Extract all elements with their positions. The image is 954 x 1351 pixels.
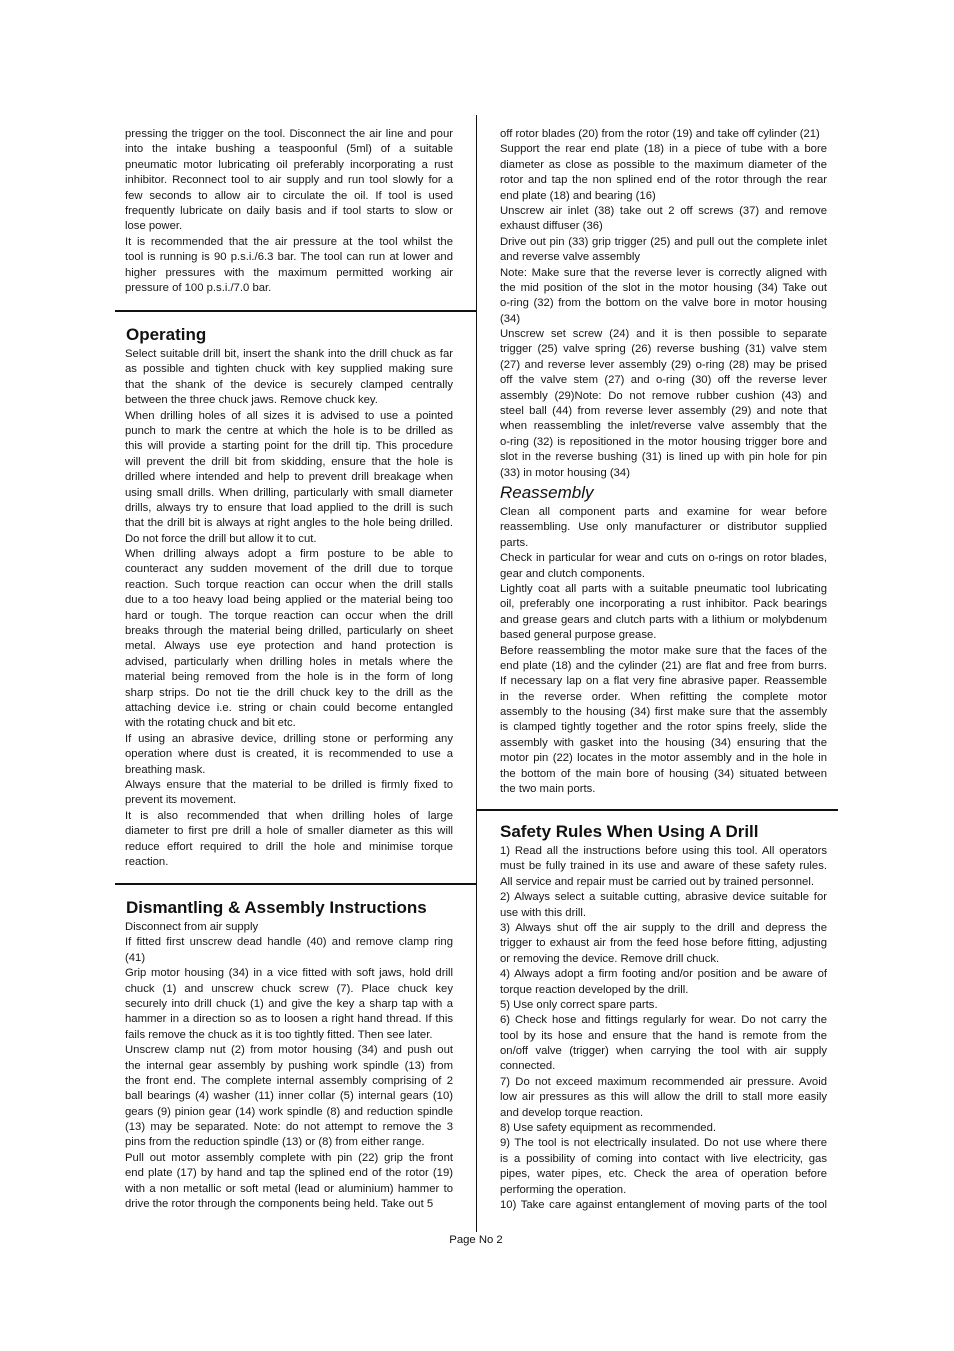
text-line: hammer in a direction so as to loosen a right hand thread. If this [125, 1013, 453, 1026]
text-line: If fitted first unscrew dead handle (40) and remove clamp ring [125, 936, 453, 949]
text-line: Grip motor housing (34) in a vice fitted with soft jaws, hold drill [125, 967, 453, 980]
text-line: is a possibility of coming into contact with live electricity, gas [500, 1152, 827, 1165]
text-line: (13) may be separated. Note: do not attempt to remove the 3 [125, 1121, 453, 1134]
text-line: gears (9) pinion gear (14) work spindle (8) and reduction spindle [125, 1105, 453, 1118]
text-line: the front end. The complete internal assembly comprising of 2 [125, 1074, 453, 1087]
text-line: off rotor blades (20) from the rotor (19) and take off cylinder (21) [500, 128, 820, 140]
text-line: and grease gears and clutch parts with a lithium or molybdenum [500, 613, 827, 626]
text-line: If necessary lap on a flat very fine abrasive paper. Reassemble [500, 675, 827, 688]
text-line: pipes, water pipes, etc. Check the area of operation before [500, 1168, 827, 1181]
text-line: pneumatic motor lubricating oil preferably incorporating a rust [125, 158, 453, 171]
text-line: few seconds to allow air to circulate the oil. If tool is used [125, 189, 453, 202]
text-line: assembly to the housing (34) first make sure that the assembly [500, 706, 827, 719]
text-line: Check in particular for wear and cuts on o-rings on rotor blades, [500, 552, 827, 565]
text-line: trigger to exhaust air from the feed hose before fitting, adjusting [500, 937, 827, 950]
text-line: Always ensure that the material to be drilled is firmly fixed to [125, 778, 453, 791]
text-line: When drilling always adopt a firm posture to be able to [125, 548, 453, 561]
text-line: pins from the reduction spindle (13) or (8) from either range. [125, 1136, 425, 1149]
paragraph [500, 582, 827, 644]
text-line: sharp strips. Do not tie the drill chuck key to the drill as the [125, 686, 453, 699]
operating-section [125, 347, 453, 870]
dismantling-section [125, 920, 453, 1212]
text-line: counteract any sudden movement of the drill due to torque [125, 563, 453, 576]
text-line: fails remove the chuck as it is too tightly fitted. Then see later. [125, 1028, 433, 1041]
text-line: material being removed from the hole is in the form of long [125, 671, 453, 684]
text-line: breaks through the material being drilled, particularly on sheet [125, 625, 453, 638]
text-line: Select suitable drill bit, insert the shank into the drill chuck as far [125, 348, 453, 360]
text-line: reduce effort required to drill the hole and minimise torque [125, 840, 453, 853]
safety-rule-item [500, 890, 827, 921]
text-line: must be fully trained in its use and aware of these safety rules. [500, 860, 827, 873]
text-line: motor pin (22) locates in the motor assembly and in the hole in [500, 752, 827, 765]
paragraph [125, 1151, 453, 1213]
text-line: drive the rotor through the components being held. Take out 5 [125, 1198, 434, 1211]
text-line: due to a too heavy load being applied or the material being too [125, 594, 453, 607]
text-line: that the shank of the device is securely clamped centrally [125, 378, 453, 391]
text-line: steel ball (44) from reverse lever assembly (29) and note that [500, 405, 827, 418]
dismantling-heading: Dismantling & Assembly Instructions [126, 898, 427, 917]
text-line: and develop torque reaction. [500, 1106, 644, 1119]
page-number: Page No 2 [449, 1234, 503, 1246]
safety-rule-item [500, 844, 827, 890]
text-line: inhibitor. Reconnect tool to air supply and run tool slowly for a [125, 174, 453, 187]
text-line: Unscrew clamp nut (2) from motor housing (34) and push out [125, 1044, 453, 1057]
text-line: Pull out motor assembly complete with pin (22) grip the front [125, 1151, 453, 1164]
text-line: when reassembling the inlet/reverse valve assembly that the [500, 420, 827, 433]
safety-rules-heading: Safety Rules When Using A Drill [500, 822, 759, 841]
text-line: performing the operation. [500, 1183, 627, 1196]
text-line: oil, preferably one incorporating a rust inhibitor. Pack bearings [500, 598, 827, 611]
text-line: or removing the device. Remove drill chuck. [500, 952, 720, 965]
text-line: drilled where intended and help to prevent drill breakage when [125, 471, 453, 484]
text-line: will prevent the drill bit from skidding, ensure that the hole is [125, 455, 453, 468]
paragraph [500, 142, 827, 204]
text-line: punch to mark the centre at which the hole is to be drilled as [125, 424, 453, 437]
paragraph [125, 920, 453, 935]
text-line: 3) Always shut off the air supply to the drill and depress the [500, 921, 827, 934]
paragraph [500, 644, 827, 798]
text-line: Unscrew air inlet (38) take out 2 off screws (37) and remove [500, 204, 827, 217]
text-line: the mid position of the slot in the motor housing (34) Take out [500, 281, 827, 294]
paragraph [125, 409, 453, 548]
text-line: trigger (25) valve spring (26) reverse bushing (31) valve stem [500, 343, 827, 356]
text-line: tool is running is 90 p.s.i./6.3 bar. The tool can run at lower and [125, 251, 453, 264]
safety-rule-item [500, 921, 827, 967]
text-line: that the drill bit is always at right angles to the hole being drilled. [125, 517, 453, 530]
text-line: (34) [500, 312, 521, 325]
safety-rules-list [500, 844, 827, 1213]
text-line: Do not force the drill but allow it to cut. [125, 532, 317, 545]
text-line: the bottom of the main bore of housing (34) situated between [500, 767, 827, 780]
safety-rule-item [500, 1136, 827, 1198]
safety-rule-item [500, 998, 827, 1013]
text-line: 8) Use safety equipment as recommended. [500, 1122, 717, 1135]
text-line: lose power. [125, 220, 183, 233]
reassembly-section [500, 505, 827, 797]
paragraph [125, 778, 453, 809]
text-line: 6) Check hose and fittings regularly for wear. Do not carry the [500, 1014, 827, 1027]
text-line: the internal gear assembly by pushing work spindle (13) from [125, 1059, 453, 1072]
lubrication-section [125, 127, 453, 296]
text-line: assembly (29)Note: Do not remove rubber cushion (43) and [500, 389, 827, 402]
text-line: between the three chuck jaws. Remove chuck key. [125, 394, 378, 407]
column-divider [476, 115, 478, 1232]
paragraph [500, 505, 827, 551]
text-line: breathing mask. [125, 763, 206, 776]
text-line: exhaust diffuser (36) [500, 220, 603, 233]
text-line: (41) [125, 951, 146, 964]
text-line: the two main ports. [500, 783, 596, 796]
paragraph [500, 551, 827, 582]
text-line: reaction. Such torque reaction can occur when the drill stalls [125, 578, 453, 591]
text-line: slot in the reverse bushing (31) is lined up with pin hole for pin [500, 451, 827, 464]
section-divider [115, 310, 476, 312]
paragraph [125, 1043, 453, 1151]
paragraph [500, 327, 827, 481]
text-line: reaction. [125, 855, 169, 868]
paragraph [125, 235, 453, 297]
text-line: parts. [500, 536, 529, 549]
text-line: 2) Always select a suitable cutting, abrasive device suitable for [500, 891, 827, 904]
text-line: reassembling. Use only manufacturer or distributor supplied [500, 521, 827, 534]
text-line: is clamped tightly together and the rotor spins freely, slide the [500, 721, 827, 734]
safety-rule-item [500, 967, 827, 998]
text-line: o-ring (32) is repositioned in the motor housing trigger bore and [500, 435, 827, 448]
text-line: Lightly coat all parts with a suitable pneumatic tool lubricating [500, 582, 827, 595]
text-line: drills, always try to ensure that load applied to the drill is such [125, 501, 453, 514]
text-line: 4) Always adopt a firm footing and/or position and be aware of [500, 968, 827, 981]
text-line: securely into drill chuck (1) and give the key a sharp tap with a [125, 997, 453, 1010]
text-line: based general purpose grease. [500, 629, 657, 642]
paragraph [500, 204, 827, 235]
safety-rule-item [500, 1075, 827, 1121]
text-line: (33) in motor housing (34) [500, 466, 630, 479]
text-line: Unscrew set screw (24) and it is then possible to separate [500, 328, 827, 341]
text-line: off the valve stem (27) and o-ring (30) off the reverse lever [500, 374, 827, 387]
text-line: higher pressures with the maximum permitted working air [125, 266, 453, 279]
text-line: chuck (1) and unscrew chuck screw (7). Place chuck key [125, 982, 453, 995]
paragraph [125, 966, 453, 1043]
text-line: Disconnect from air supply [125, 921, 259, 933]
text-line: diameter as close as possible to the maximum diameter of the [500, 158, 827, 171]
paragraph [500, 266, 827, 328]
text-line: torque reaction developed by the drill. [500, 983, 689, 996]
text-line: gear and clutch components. [500, 567, 646, 580]
text-line: this will provide a starting point for the drill tip. This procedure [125, 440, 453, 453]
paragraph [125, 347, 453, 409]
safety-rule-item [500, 1013, 827, 1075]
safety-rule-item [500, 1198, 827, 1213]
text-line: into the intake bushing a teaspoonful (5ml) of a suitable [125, 143, 453, 156]
text-line: It is recommended that the air pressure at the tool whilst the [125, 235, 453, 248]
text-line: use with this drill. [500, 906, 587, 919]
text-line: o-ring (32) from the bottom on the valve bore in motor housing [500, 297, 827, 310]
dismantling-continued-section [500, 127, 827, 481]
text-line: tool by its hose and ensure that the hand is remote from the [500, 1029, 827, 1042]
text-line: end plate (18) and bearing (16) [500, 189, 656, 202]
text-line: pressing the trigger on the tool. Disconnect the air line and pour [125, 128, 453, 140]
reassembly-heading: Reassembly [500, 483, 594, 502]
paragraph [125, 732, 453, 778]
text-line: diameter to first pre drill a hole of smaller diameter as this will [125, 825, 453, 838]
text-line: with the rotating chuck and bit etc. [125, 717, 296, 730]
paragraph [125, 547, 453, 732]
text-line: in the reverse order. When refitting the complete motor [500, 690, 827, 703]
text-line: frequently lubricate on daily basis and if tool starts to slow or [125, 204, 453, 217]
text-line: end plate (18) and the cylinder (21) are flat and free from burrs. [500, 659, 827, 672]
text-line: 5) Use only correct spare parts. [500, 998, 658, 1011]
text-line: Support the rear end plate (18) in a piece of tube with a bore [500, 143, 827, 156]
text-line: 10) Take care against entanglement of moving parts of the tool [500, 1198, 827, 1211]
section-divider [476, 809, 838, 811]
paragraph [500, 235, 827, 266]
text-line: and reverse valve assembly [500, 251, 641, 264]
paragraph [125, 935, 453, 966]
text-line: All service and repair must be carried out by trained personnel. [500, 875, 814, 888]
text-line: on/off valve (trigger) when carrying the tool with air supply [500, 1045, 827, 1058]
paragraph [125, 127, 453, 235]
text-line: If using an abrasive device, drilling stone or performing any [125, 732, 453, 745]
text-line: low air pressures as this will allow the drill to stall more easily [500, 1091, 827, 1104]
operating-heading: Operating [126, 325, 207, 344]
text-line: It is also recommended that when drilling holes of large [125, 809, 453, 822]
text-line: 1) Read all the instructions before using this tool. All operators [500, 845, 827, 857]
safety-rule-item [500, 1121, 827, 1136]
text-line: prevent its movement. [125, 794, 237, 807]
paragraph [500, 127, 827, 142]
text-line: 7) Do not exceed maximum recommended air pressure. Avoid [500, 1075, 827, 1088]
text-line: operation where dust is created, it is recommended to use a [125, 748, 453, 761]
text-line: (27) and reverse lever assembly (29) o-ring (28) may be prised [500, 358, 827, 371]
section-divider [115, 883, 476, 885]
text-line: end plate (17) by hand and tap the splined end of the rotor (19) [125, 1167, 453, 1180]
text-line: ball bearings (4) washer (11) inner collar (5) internal gears (10) [125, 1090, 453, 1103]
text-line: with a non metallic or soft metal (lead or aluminium) hammer to [125, 1182, 453, 1195]
text-line: Clean all component parts and examine for wear before [500, 506, 827, 518]
text-line: Drive out pin (33) grip trigger (25) and pull out the complete inlet [500, 235, 827, 248]
text-line: metal. Always use eye protection and hand protection is [125, 640, 453, 653]
text-line: Note: Make sure that the reverse lever is correctly aligned with [500, 266, 827, 279]
text-line: pressure of 100 p.s.i./7.0 bar. [125, 281, 272, 294]
text-line: 9) The tool is not electrically insulated. Do not use where there [500, 1137, 827, 1150]
text-line: When drilling holes of all sizes it is advised to use a pointed [125, 409, 453, 422]
text-line: advised, particularly when drilling holes in metals where the [125, 655, 453, 668]
text-line: assembly with gasket into the housing (34) ensuring that the [500, 736, 827, 749]
text-line: hard or tough. The torque reaction can occur when the drill [125, 609, 453, 622]
text-line: as possible and tighten chuck with key supplied making sure [125, 363, 453, 376]
text-line: Before reassembling the motor make sure that the faces of the [500, 644, 827, 657]
paragraph [125, 809, 453, 871]
text-line: connected. [500, 1060, 556, 1073]
text-line: attaching device i.e. string or chain could become entangled [125, 701, 453, 714]
text-line: rotor and tap the non splined end of the rotor through the rear [500, 174, 827, 187]
text-line: using small drills. When drilling, particularly with small diameter [125, 486, 453, 499]
